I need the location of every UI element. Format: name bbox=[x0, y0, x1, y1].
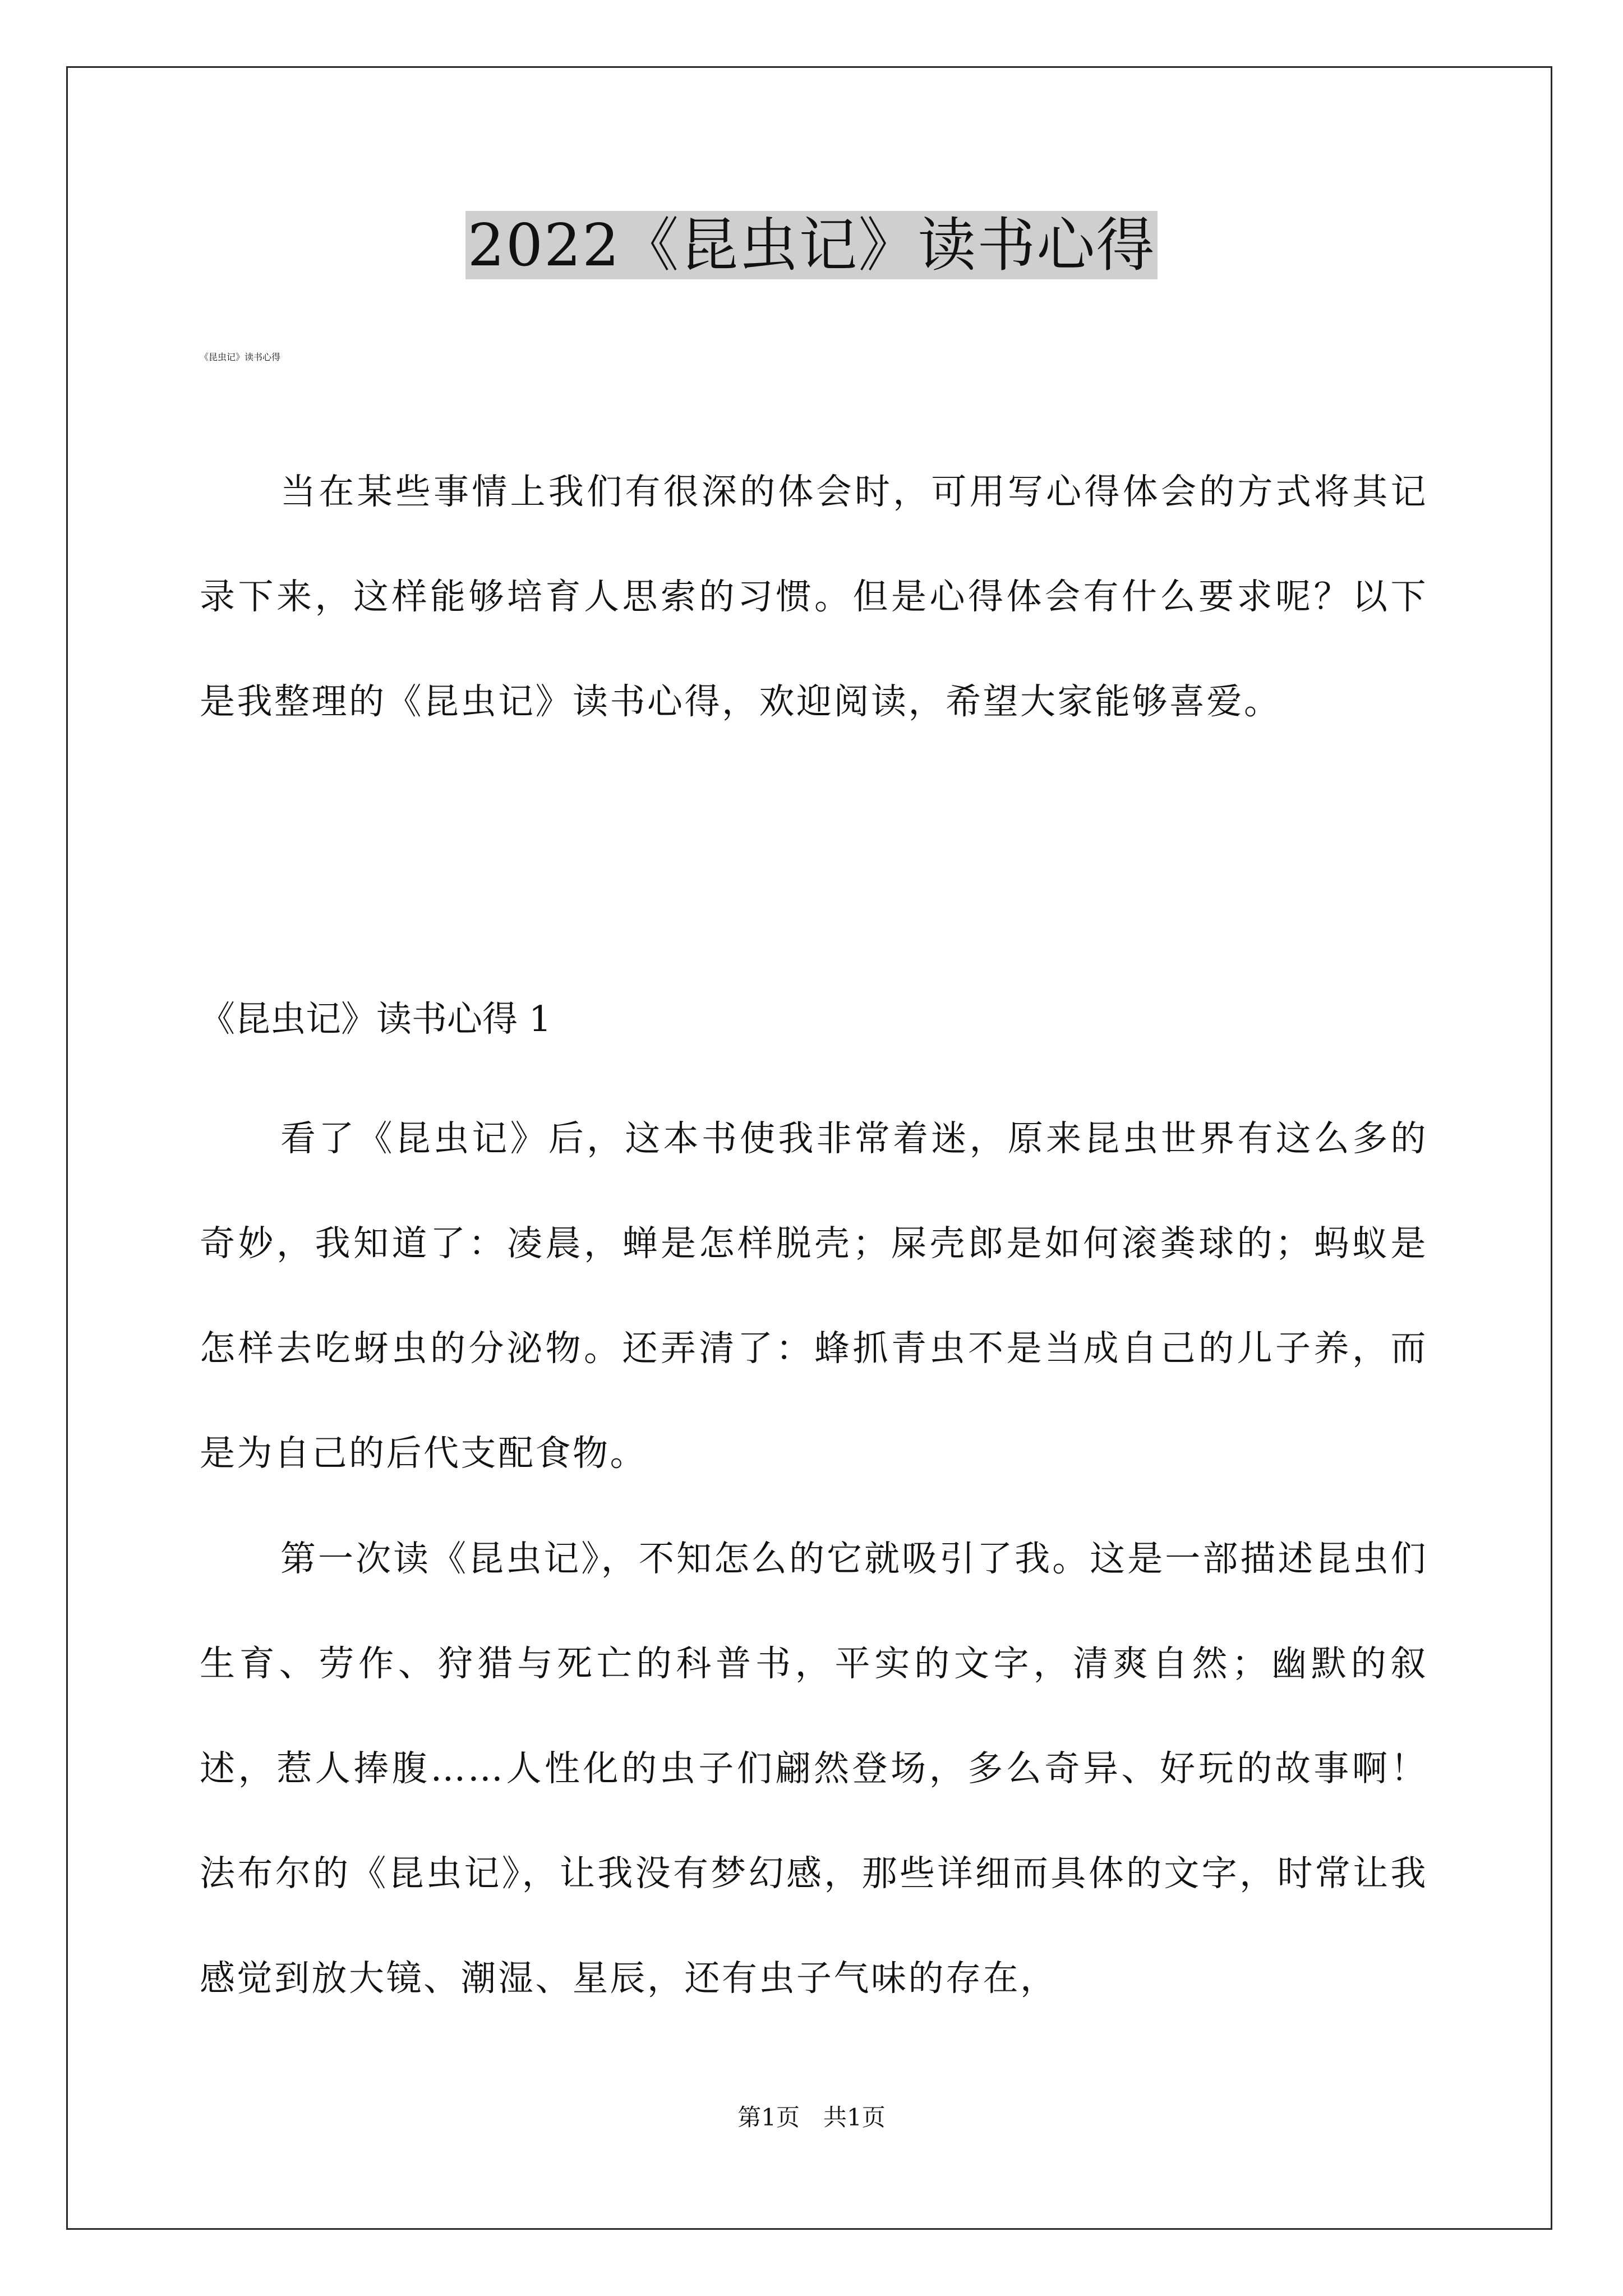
intro-heading: 《昆虫记》读书心得 bbox=[200, 352, 281, 362]
document-title bbox=[0, 203, 1623, 287]
section1-paragraph-2: 第一次读《昆虫记》，不知怎么的它就吸引了我。这是一部描述昆虫们生育、劳作、狩猎与死亡的科普书，平实的文字，清爽自然；幽默的叙述，惹人捧腹……人性化的虫子们翩然登场，多么奇异、好玩的故事啊！法布尔的《昆虫记》，让我没有梦幻感，那些详细而具体的文字，时常让我感觉到放大镜、潮湿、星辰，还有虫子气味的存在， bbox=[200, 1538, 1428, 1999]
section1-paragraph-1: 看了《昆虫记》后，这本书使我非常着迷，原来昆虫世界有这么多的奇妙，我知道了：凌晨，蝉是怎样脱壳；屎壳郎是如何滚粪球的；蚂蚁是怎样去吃蚜虫的分泌物。还弄清了：蜂抓青虫不是当成自己的儿子养，而是为自己的后代支配食物。 bbox=[200, 1118, 1428, 1474]
section1-heading: 《昆虫记》读书心得 1 bbox=[200, 999, 552, 1039]
intro-paragraph: 当在某些事情上我们有很深的体会时，可用写心得体会的方式将其记录下来，这样能够培育人思索的习惯。但是心得体会有什么要求呢？以下是我整理的《昆虫记》读书心得，欢迎阅读，希望大家能够喜爱。 bbox=[200, 471, 1428, 722]
document-title-text: 2022《昆虫记》读书心得 bbox=[465, 211, 1158, 279]
page-footer: 第1页 共1页 bbox=[737, 2104, 886, 2131]
